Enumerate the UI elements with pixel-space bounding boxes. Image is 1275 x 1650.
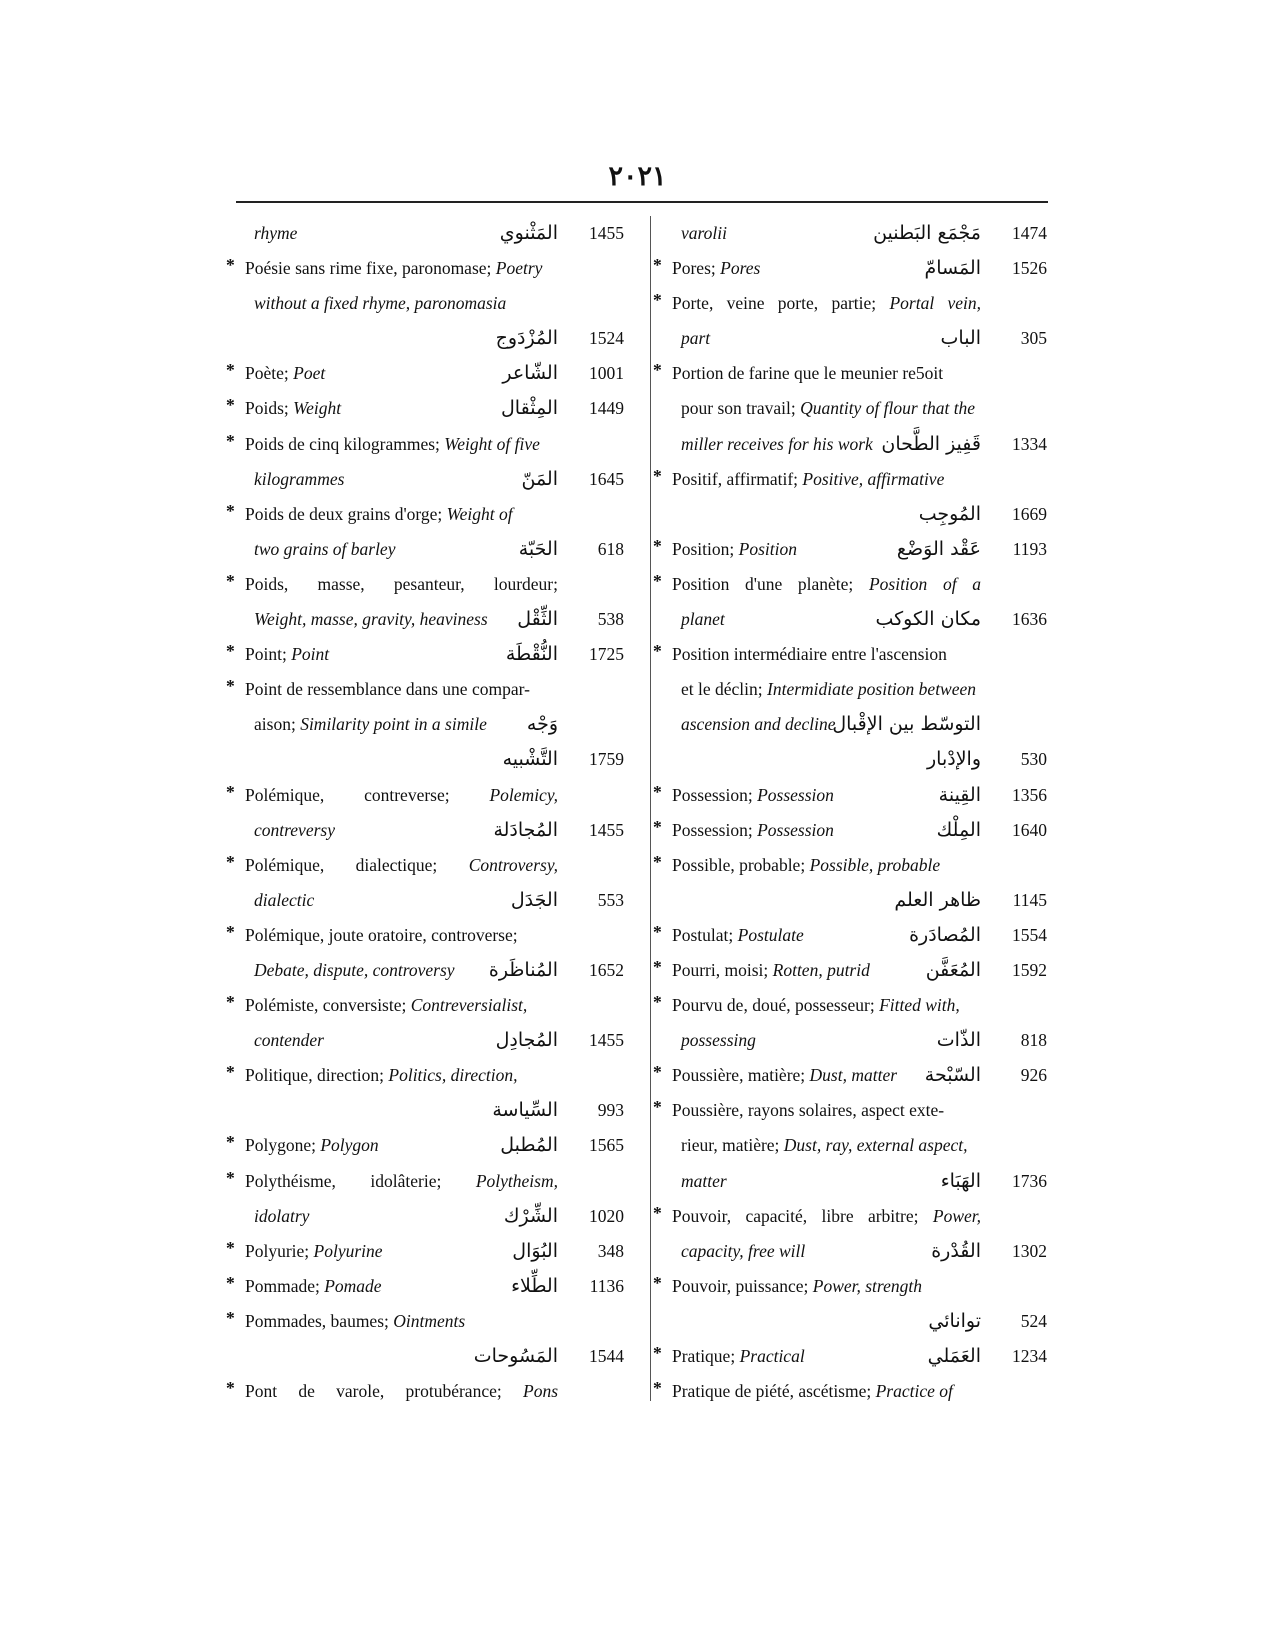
french-text: Politique, direction; xyxy=(245,1065,389,1086)
arabic-term: المِلْك xyxy=(936,818,981,841)
definition-text xyxy=(653,1097,981,1123)
definition-text xyxy=(226,501,558,527)
french-text: Poète; xyxy=(245,363,294,384)
arabic-term: السِّياسة xyxy=(492,1099,558,1122)
definition-text xyxy=(226,571,558,597)
english-text: Position of a xyxy=(868,573,981,594)
arabic-term: البُوَال xyxy=(512,1239,558,1262)
arabic-term: المُجادِل xyxy=(495,1029,558,1052)
arabic-term: المُزْدَوج xyxy=(495,327,558,350)
definition-text xyxy=(226,255,558,281)
french-text: Pont de varole, protubérance; xyxy=(245,1381,523,1402)
english-text: part xyxy=(681,328,711,349)
english-text: Rotten, putrid xyxy=(772,959,870,980)
french-text: Polémique, joute oratoire, controverse; xyxy=(245,924,518,945)
dictionary-line xyxy=(226,1129,636,1164)
reference-number: 1193 xyxy=(1012,538,1047,559)
dictionary-line xyxy=(226,919,636,954)
reference-number: 1001 xyxy=(589,363,624,384)
reference-number: 1669 xyxy=(1012,503,1047,524)
definition-text xyxy=(653,395,981,421)
french-text: Polémique, dialectique; xyxy=(245,854,469,875)
dictionary-line xyxy=(226,498,636,533)
dictionary-line xyxy=(226,1375,636,1410)
french-text: Poussière, rayons solaires, aspect exte- xyxy=(672,1100,945,1121)
dictionary-line xyxy=(226,463,636,498)
arabic-term: المُوجِب xyxy=(918,502,981,525)
arabic-term: توانائي xyxy=(928,1309,981,1332)
english-text: Politics, direction, xyxy=(388,1065,518,1086)
french-text: Point; xyxy=(245,644,292,665)
dictionary-line xyxy=(226,1340,636,1375)
definition-text xyxy=(653,782,981,808)
dictionary-line xyxy=(653,392,1059,427)
french-text: Polémique, contreverse; xyxy=(245,784,490,805)
dictionary-line xyxy=(653,1340,1059,1375)
definition-text xyxy=(226,922,558,948)
reference-number: 1474 xyxy=(1012,223,1047,243)
english-text: Pomade xyxy=(324,1275,382,1296)
arabic-term: العَمَلي xyxy=(927,1345,981,1367)
english-text: Point xyxy=(291,644,330,665)
arabic-term: الذّات xyxy=(936,1029,981,1052)
english-text: Power, strength xyxy=(812,1275,922,1296)
english-text: Polygon xyxy=(320,1135,379,1156)
arabic-term: المَنّ xyxy=(521,467,558,490)
french-text: Positif, affirmatif; xyxy=(672,468,803,489)
arabic-term: المِثْقال xyxy=(501,397,558,420)
reference-number: 530 xyxy=(1020,749,1047,770)
arabic-term: المُناظَرة xyxy=(488,958,558,981)
dictionary-line xyxy=(653,1094,1059,1129)
arabic-term: القُدْرة xyxy=(931,1239,981,1262)
dictionary-line xyxy=(653,568,1059,603)
reference-number: 524 xyxy=(1020,1310,1047,1331)
dictionary-line xyxy=(653,1270,1059,1305)
arabic-term: ظاهر العلم xyxy=(894,888,981,911)
dictionary-line xyxy=(653,428,1059,463)
french-text: Poids de deux grains d'orge; xyxy=(245,503,447,524)
reference-number: 1759 xyxy=(589,749,624,770)
definition-text xyxy=(653,1203,981,1229)
reference-number: 1455 xyxy=(589,819,624,840)
dictionary-line xyxy=(226,603,636,638)
dictionary-line xyxy=(653,1129,1059,1164)
dictionary-line xyxy=(226,1305,636,1340)
definition-text xyxy=(226,782,558,808)
french-text: Pouvoir, puissance; xyxy=(672,1275,813,1296)
dictionary-line xyxy=(653,919,1059,954)
definition-text xyxy=(653,325,981,351)
arabic-term: الشّاعر xyxy=(502,362,558,385)
english-text: Postulate xyxy=(737,924,804,945)
english-text: Dust, ray, external aspect, xyxy=(783,1135,968,1156)
reference-number: 1302 xyxy=(1012,1240,1047,1261)
english-text: possessing xyxy=(681,1030,756,1051)
english-text: dialectic xyxy=(254,889,315,910)
arabic-term: المُجادَلة xyxy=(493,818,558,841)
english-text: varolii xyxy=(681,223,728,243)
french-text: Pouvoir, capacité, libre arbitre; xyxy=(672,1205,933,1226)
definition-text xyxy=(226,1238,558,1264)
dictionary-line xyxy=(226,1270,636,1305)
dictionary-line xyxy=(653,743,1059,778)
reference-number: 1725 xyxy=(589,644,624,665)
dictionary-line xyxy=(653,463,1059,498)
dictionary-line xyxy=(653,989,1059,1024)
reference-number: 553 xyxy=(597,889,624,910)
english-text: contreversy xyxy=(254,819,335,840)
english-text: Similarity point in a simile xyxy=(300,714,487,735)
english-text: Poetry xyxy=(495,258,543,279)
english-text: Position xyxy=(738,538,797,559)
definition-text xyxy=(226,852,558,878)
english-text: Quantity of flour that the xyxy=(800,398,976,419)
french-text: Polythéisme, idolâterie; xyxy=(245,1170,476,1191)
dictionary-line xyxy=(226,1165,636,1200)
english-text: Polemicy, xyxy=(489,784,558,805)
arabic-term: الشِّرْك xyxy=(503,1204,558,1227)
english-text: Weight, masse, gravity, heaviness xyxy=(254,609,488,630)
arabic-term: عَقْد الوَضْع xyxy=(896,537,981,560)
dictionary-line xyxy=(226,884,636,919)
dictionary-line xyxy=(653,779,1059,814)
arabic-term: الثِّقْل xyxy=(517,608,558,631)
english-text: Controversy, xyxy=(468,854,558,875)
reference-number: 1136 xyxy=(589,1275,624,1296)
english-text: Practice of xyxy=(875,1381,953,1402)
definition-text xyxy=(653,1273,981,1299)
reference-number: 1736 xyxy=(1012,1170,1047,1191)
arabic-term: النُّقْطَة xyxy=(505,643,558,666)
french-text: Point de ressemblance dans une compar- xyxy=(245,679,530,700)
french-text: rieur, matière; xyxy=(681,1135,784,1156)
english-text: rhyme xyxy=(254,223,298,243)
arabic-term: التوسّط بين الإقْبال xyxy=(832,713,981,736)
definition-text xyxy=(226,1273,558,1299)
dictionary-line xyxy=(226,1059,636,1094)
definition-text xyxy=(226,887,558,913)
dictionary-line xyxy=(226,673,636,708)
english-text: Intermidiate position between xyxy=(767,679,977,700)
definition-text xyxy=(653,1132,981,1158)
reference-number: 305 xyxy=(1020,328,1047,349)
english-text: Debate, dispute, controversy xyxy=(254,959,455,980)
page-number: ٢٠٢١ xyxy=(608,161,667,191)
definition-text xyxy=(653,817,981,843)
dictionary-line xyxy=(226,287,636,322)
french-text: Portion de farine que le meunier re5oit xyxy=(672,363,944,384)
french-text: Possession; xyxy=(672,784,758,805)
french-text: Porte, veine porte, partie; xyxy=(672,293,890,314)
arabic-term: المُطبل xyxy=(500,1134,558,1157)
french-text: Pratique; xyxy=(672,1346,740,1366)
dictionary-line xyxy=(653,533,1059,568)
reference-number: 1636 xyxy=(1012,609,1047,630)
english-text: two grains of barley xyxy=(254,538,396,559)
definition-text xyxy=(653,360,981,386)
dictionary-line xyxy=(653,814,1059,849)
definition-text xyxy=(653,852,981,878)
reference-number: 1554 xyxy=(1012,924,1047,945)
english-text: Possible, probable xyxy=(809,854,941,875)
arabic-term: الطِّلاء xyxy=(511,1274,558,1297)
english-text: Practical xyxy=(739,1346,805,1366)
dictionary-line xyxy=(226,322,636,357)
english-text: Weight xyxy=(293,398,342,419)
definition-text xyxy=(226,711,558,737)
definition-text xyxy=(653,992,981,1018)
arabic-term: المُصادَرة xyxy=(909,923,981,946)
dictionary-line xyxy=(226,708,636,743)
reference-number: 1524 xyxy=(589,328,624,349)
english-text: Positive, affirmative xyxy=(802,468,945,489)
left-column xyxy=(226,217,636,1410)
arabic-term: مكان الكوكب xyxy=(875,608,981,631)
reference-number: 1449 xyxy=(589,398,624,419)
english-text: kilogrammes xyxy=(254,468,345,489)
reference-number: 618 xyxy=(597,538,624,559)
dictionary-line xyxy=(653,638,1059,673)
english-text: capacity, free will xyxy=(681,1240,806,1261)
french-text: Poids; xyxy=(245,398,294,419)
arabic-term: المَثْنوي xyxy=(499,222,558,244)
dictionary-line xyxy=(653,498,1059,533)
arabic-term: المَسُوحات xyxy=(473,1345,558,1367)
french-text: Poids, masse, pesanteur, lourdeur; xyxy=(245,573,558,594)
arabic-term: السّبْحة xyxy=(924,1064,981,1087)
reference-number: 1020 xyxy=(589,1205,624,1226)
arabic-term: الهَبَاء xyxy=(940,1169,981,1192)
dictionary-line xyxy=(653,1024,1059,1059)
dictionary-line xyxy=(653,1059,1059,1094)
definition-text xyxy=(226,606,558,632)
dictionary-line xyxy=(653,1165,1059,1200)
dictionary-line xyxy=(653,252,1059,287)
reference-number: 348 xyxy=(597,1240,624,1261)
english-text: Possession xyxy=(757,819,834,840)
definition-text xyxy=(653,290,981,316)
arabic-term: وَجْه xyxy=(526,713,558,736)
dictionary-line xyxy=(226,568,636,603)
arabic-term: الجَدَل xyxy=(510,888,558,911)
arabic-term: والإدْبار xyxy=(926,748,981,771)
french-text: Poésie sans rime fixe, paronomase; xyxy=(245,258,496,279)
french-text: et le déclin; xyxy=(681,679,768,700)
arabic-term: قَفِيز الطَّحان xyxy=(881,432,981,455)
dictionary-line xyxy=(653,217,1059,252)
reference-number: 1652 xyxy=(589,959,624,980)
definition-text xyxy=(226,431,558,457)
reference-number: 1334 xyxy=(1012,433,1047,454)
dictionary-line xyxy=(653,708,1059,743)
english-text: miller receives for his work xyxy=(681,433,873,454)
french-text: Pommade; xyxy=(245,1275,325,1296)
arabic-term: التَّشْبيه xyxy=(502,748,558,771)
french-text: Position; xyxy=(672,538,739,559)
definition-text xyxy=(653,641,981,667)
dictionary-line xyxy=(653,1375,1059,1410)
reference-number: 1234 xyxy=(1012,1346,1047,1366)
english-text: Fitted with, xyxy=(879,995,960,1016)
definition-text xyxy=(226,536,558,562)
french-text: Possible, probable; xyxy=(672,854,810,875)
dictionary-line xyxy=(226,252,636,287)
definition-text xyxy=(653,676,981,702)
dictionary-line xyxy=(653,884,1059,919)
reference-number: 818 xyxy=(1020,1030,1047,1051)
dictionary-line xyxy=(226,1024,636,1059)
reference-number: 1455 xyxy=(589,223,624,243)
english-text: ascension and decline xyxy=(681,714,836,735)
dictionary-line xyxy=(653,603,1059,638)
dictionary-line xyxy=(653,954,1059,989)
arabic-term: القِينة xyxy=(938,783,981,806)
english-text: Polyurine xyxy=(313,1240,383,1261)
definition-text xyxy=(653,1027,981,1053)
english-text: Pores xyxy=(720,258,761,279)
reference-number: 1592 xyxy=(1012,959,1047,980)
french-text: Pommades, baumes; xyxy=(245,1310,394,1331)
english-text: planet xyxy=(681,609,725,630)
english-text: Contreversialist, xyxy=(410,995,528,1016)
dictionary-line xyxy=(653,322,1059,357)
dictionary-line xyxy=(226,954,636,989)
definition-text xyxy=(226,466,558,492)
french-text: Postulat; xyxy=(672,924,738,945)
dictionary-line xyxy=(226,428,636,463)
english-text: Poet xyxy=(293,363,326,384)
definition-text xyxy=(226,1378,558,1404)
dictionary-line xyxy=(653,1305,1059,1340)
french-text: Polygone; xyxy=(245,1135,321,1156)
dictionary-line xyxy=(226,1200,636,1235)
right-column xyxy=(653,217,1059,1410)
reference-number: 926 xyxy=(1020,1065,1047,1086)
english-text: idolatry xyxy=(254,1205,310,1226)
reference-number: 1526 xyxy=(1012,258,1047,279)
reference-number: 1565 xyxy=(589,1135,624,1156)
dictionary-line xyxy=(653,357,1059,392)
english-text: Portal vein, xyxy=(889,293,981,314)
reference-number: 1455 xyxy=(589,1030,624,1051)
column-divider xyxy=(650,216,651,1401)
dictionary-line xyxy=(653,287,1059,322)
french-text: Pourvu de, doué, possesseur; xyxy=(672,995,880,1016)
reference-number: 1356 xyxy=(1012,784,1047,805)
dictionary-line xyxy=(226,1235,636,1270)
dictionary-line xyxy=(653,849,1059,884)
definition-text xyxy=(226,290,558,316)
arabic-term: الحَبّة xyxy=(518,537,558,560)
dictionary-line xyxy=(226,392,636,427)
dictionary-line xyxy=(226,1094,636,1129)
dictionary-line xyxy=(226,743,636,778)
definition-text xyxy=(226,676,558,702)
english-text: matter xyxy=(681,1170,727,1191)
french-text: aison; xyxy=(254,714,301,735)
french-text: Possession; xyxy=(672,819,758,840)
french-text: Poussière, matière; xyxy=(672,1065,810,1086)
reference-number: 1640 xyxy=(1012,819,1047,840)
dictionary-line xyxy=(653,1200,1059,1235)
dictionary-line xyxy=(226,814,636,849)
reference-number: 538 xyxy=(597,609,624,630)
english-text: Weight of xyxy=(446,503,513,524)
definition-text xyxy=(226,1062,558,1088)
reference-number: 993 xyxy=(597,1100,624,1121)
french-text: Position intermédiaire entre l'ascension xyxy=(672,644,947,665)
english-text: Pons xyxy=(523,1381,558,1402)
dictionary-line xyxy=(226,989,636,1024)
definition-text xyxy=(226,992,558,1018)
french-text: Poids de cinq kilogrammes; xyxy=(245,433,445,454)
reference-number: 1645 xyxy=(589,468,624,489)
reference-number: 1544 xyxy=(589,1346,624,1366)
definition-text xyxy=(653,1378,981,1404)
definition-text xyxy=(226,1308,558,1334)
french-text: Polyurie; xyxy=(245,1240,314,1261)
english-text: Ointments xyxy=(393,1310,466,1331)
definition-text xyxy=(653,1168,981,1194)
french-text: Polémiste, conversiste; xyxy=(245,995,411,1016)
english-text: Possession xyxy=(757,784,834,805)
arabic-term: مَجْمَع البَطنين xyxy=(873,222,981,244)
arabic-term: المُعَفَّن xyxy=(925,958,981,981)
dictionary-line xyxy=(653,1235,1059,1270)
reference-number: 1145 xyxy=(1012,889,1047,910)
english-text: Polytheism, xyxy=(475,1170,558,1191)
french-text: Pourri, moisi; xyxy=(672,959,773,980)
definition-text xyxy=(226,1168,558,1194)
definition-text xyxy=(653,466,981,492)
dictionary-line xyxy=(226,779,636,814)
english-text: contender xyxy=(254,1030,324,1051)
arabic-term: المَسامّ xyxy=(924,257,981,280)
dictionary-line xyxy=(226,357,636,392)
french-text: pour son travail; xyxy=(681,398,801,419)
dictionary-line xyxy=(226,849,636,884)
dictionary-line xyxy=(226,533,636,568)
english-text: Power, xyxy=(932,1205,981,1226)
definition-text xyxy=(653,571,981,597)
header-rule xyxy=(236,201,1048,203)
english-text: without a fixed rhyme, paronomasia xyxy=(254,293,507,314)
french-text: Pratique de piété, ascétisme; xyxy=(672,1381,876,1402)
french-text: Position d'une planète; xyxy=(672,573,869,594)
arabic-term: الباب xyxy=(940,327,981,350)
dictionary-line xyxy=(226,217,636,252)
dictionary-line xyxy=(653,673,1059,708)
dictionary-line xyxy=(226,638,636,673)
french-text: Pores; xyxy=(672,258,721,279)
english-text: Weight of five xyxy=(444,433,540,454)
english-text: Dust, matter xyxy=(809,1065,898,1086)
